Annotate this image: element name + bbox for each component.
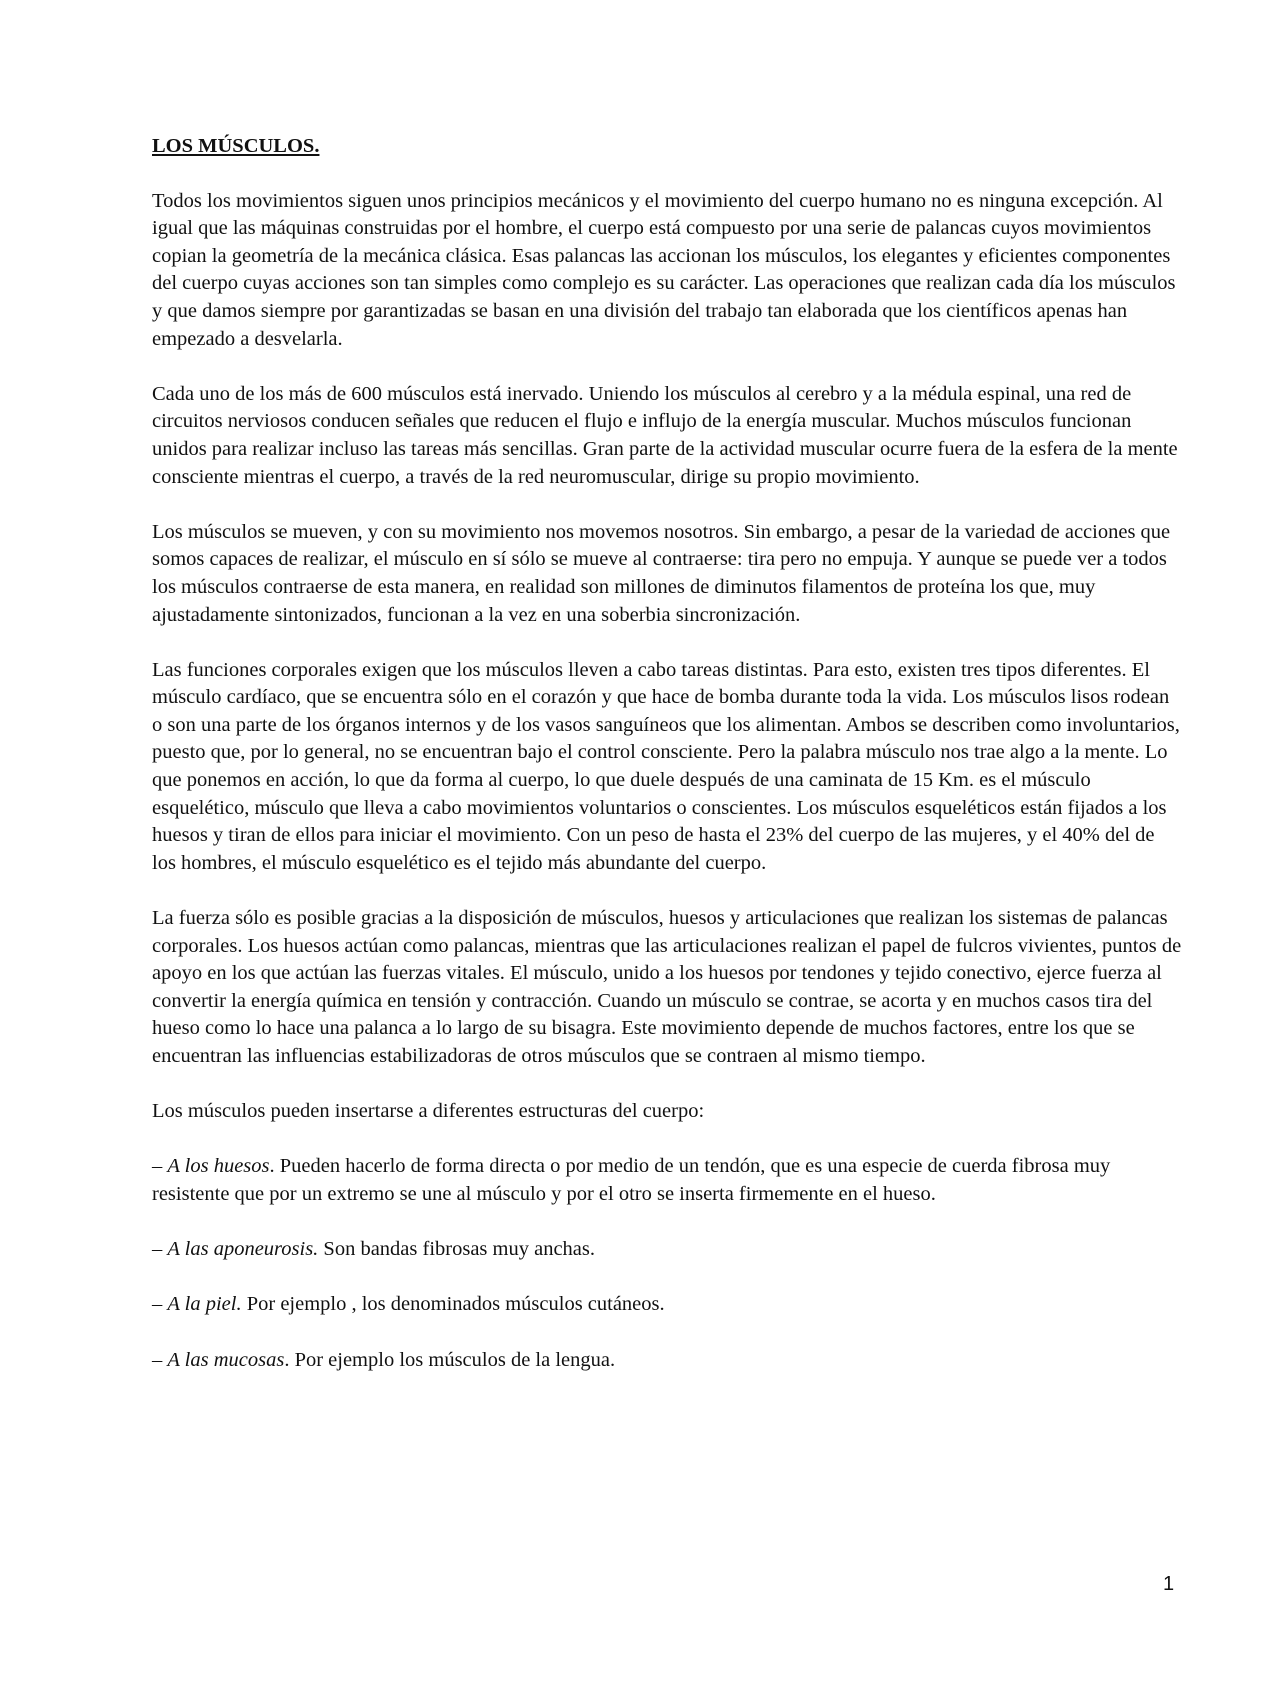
list-dash: –: [152, 1293, 168, 1316]
list-item: [152, 1291, 1182, 1319]
page-number: 1: [1163, 1573, 1175, 1595]
list-dash: –: [152, 1348, 168, 1371]
list-item: [152, 1236, 1182, 1264]
document-body: [152, 133, 1182, 1402]
paragraph: Las funciones corporales exigen que los músculos lleven a cabo tareas distintas. Para esto, existen tres tipos diferentes. El músculo cardíaco, que se encuentra sólo en el corazón y que hace de bomba durante toda la vida. Los músculos lisos rodean o son una parte de los órganos internos y de los vasos sanguíneos que los alimentan. Ambos se describen como involuntarios, puesto que, por lo general, no se encuentran bajo el control consciente. Pero la palabra músculo nos trae algo a la mente. Lo que ponemos en acción, lo que da forma al cuerpo, lo que duele después de una caminata de 15 Km. es el músculo esquelético, músculo que lleva a cabo movimientos voluntarios o conscientes. Los músculos esqueléticos están fijados a los huesos y tiran de ellos para iniciar el movimiento. Con un peso de hasta el 23% del cuerpo de las mujeres, y el 40% del de los hombres, el músculo esquelético es el tejido más abundante del cuerpo.: [152, 658, 1180, 874]
list-term: A la piel.: [167, 1293, 242, 1316]
list-term: A las aponeurosis.: [167, 1238, 319, 1261]
list-item: [152, 1153, 1182, 1208]
paragraph: Los músculos se mueven, y con su movimiento nos movemos nosotros. Sin embargo, a pesar de la variedad de acciones que somos capaces de realizar, el músculo en sí sólo se mueve al contraerse: tira pero no empuja. Y aunque se puede ver a todos los músculos contraerse de esta manera, en realidad son millones de diminutos filamentos de proteína los que, muy ajustadamente sintonizados, funcionan a la vez en una soberbia sincronización.: [152, 520, 1171, 626]
list-text: Por ejemplo , los denominados músculos cutáneos.: [241, 1293, 665, 1316]
list-text: . Por ejemplo los músculos de la lengua.: [284, 1348, 616, 1371]
paragraph: Los músculos pueden insertarse a diferentes estructuras del cuerpo:: [152, 1100, 705, 1123]
list-text: . Pueden hacerlo de forma directa o por medio de un tendón, que es una especie de cuerda fibrosa muy resistente que por un extremo se une al músculo y por el otro se inserta firmemente en el hueso.: [152, 1155, 1111, 1205]
list-text: Son bandas fibrosas muy anchas.: [318, 1238, 595, 1261]
paragraph: Cada uno de los más de 600 músculos está inervado. Uniendo los músculos al cerebro y a la médula espinal, una red de circuitos nerviosos conducen señales que reducen el flujo e influjo de la energía muscular. Muchos músculos funcionan unidos para realizar incluso las tareas más sencillas. Gran parte de la actividad muscular ocurre fuera de la esfera de la mente consciente mientras el cuerpo, a través de la red neuromuscular, dirige su propio movimiento.: [152, 382, 1178, 488]
list-dash: –: [152, 1238, 168, 1261]
list-term: A los huesos: [167, 1155, 270, 1178]
list-item: [152, 1347, 1182, 1375]
page-title: LOS MÚSCULOS.: [152, 135, 320, 157]
paragraph: La fuerza sólo es posible gracias a la disposición de músculos, huesos y articulaciones que realizan los sistemas de palancas corporales. Los huesos actúan como palancas, mientras que las articulaciones realizan el papel de fulcros vivientes, puntos de apoyo en los que actúan las fuerzas vitales. El músculo, unido a los huesos por tendones y tejido conectivo, ejerce fuerza al convertir la energía química en tensión y contracción. Cuando un músculo se contrae, se acorta y en muchos casos tira del hueso como lo hace una palanca a lo largo de su bisagra. Este movimiento depende de muchos factores, entre los que se encuentran las influencias estabilizadoras de otros músculos que se contraen al mismo tiempo.: [152, 907, 1182, 1067]
list-dash: –: [152, 1155, 168, 1178]
paragraph: Todos los movimientos siguen unos principios mecánicos y el movimiento del cuerpo humano no es ninguna excepción. Al igual que las máquinas construidas por el hombre, el cuerpo está compuesto por una serie de palancas cuyos movimientos copian la geometría de la mecánica clásica. Esas palancas las accionan los músculos, los elegantes y eficientes componentes del cuerpo cuyas acciones son tan simples como complejo es su carácter. Las operaciones que realizan cada día los músculos y que damos siempre por garantizadas se basan en una división del trabajo tan elaborada que los científicos apenas han empezado a desvelarla.: [152, 189, 1176, 350]
list-term: A las mucosas: [167, 1348, 285, 1371]
